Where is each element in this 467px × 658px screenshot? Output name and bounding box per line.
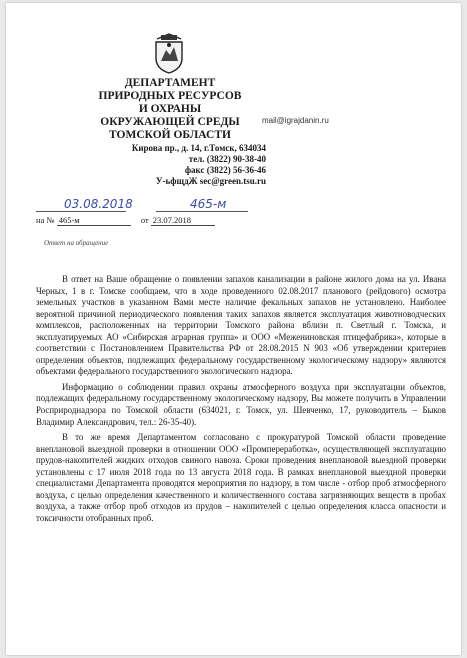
phone-text: тел. (3822) 90-38-40 [188,154,266,164]
letter-page [6,3,461,655]
registration-prefix: на № [36,215,55,225]
coat-of-arms-icon [149,31,189,75]
body-paragraph: В то же время Департаментом согласовано с прокуратурой Томской области проведение внеплановой выездной проверки в отношении ООО «Промпереработка», осуществляющей эксплуатацию прудов-накопителей жидких отходов свиного навоза. Сроки проведения внеплановой выездной проверки установлены с 17 июля 2018 года по 13 августа 2018 года. В рамках внеплановой выездной проверки специалистами Департамента проводятся мероприятия по надзору, в том числе - отбор проб атмосферного воздуха, с целью определения качественного и количественного состава загрязняющих веществ в пробах воздуха, а также отбор проб отходов из прудов – накопителей с целью определения класса опасности и токсичности отобранных проб. [36,432,446,523]
email-text: У-ьфщдЖ sec@green.tsu.ru [155,176,266,186]
registration-date: 23.07.2018 [151,215,215,226]
handwritten-date: 03.08.2018 [64,197,133,211]
org-line: ТОМСКОЙ ОБЛАСТИ [109,129,231,141]
org-line: ОКРУЖАЮЩЕЙ СРЕДЫ [100,116,240,128]
handwritten-number: 465-м [190,197,227,211]
date-line [36,211,126,212]
contact-block [76,143,266,187]
body-paragraph: Информацию о соблюдении правил охраны атмосферного воздуха при эксплуатации объектов, подлежащих федеральному государственному экологическому надзору, Вы можете получить в Управлении Росприроднадзора по Томской области (634021, г. Томск, ул. Шевченко, 17, руководитель – Быков Владимир Александрович, тел.: 26-35-40). [36,381,446,427]
letter-body [36,274,446,528]
org-line: ДЕПАРТАМЕНТ [124,77,216,89]
body-paragraph: В ответ на Ваше обращение о появлении запахов канализации в районе жилого дома на ул. Ивана Черных, 1 в г. Томске сообщаем, что в ходе проведенного 02.08.2017 планового (рейдового) осмотра земельных участков в указанном Вами месте наличие фекальных запахов не установлено. Наиболее вероятной причиной периодического появления таких запахов является эксплуатация животноводческих комплексов, расположенных на территории Томского района вблизи п. Светлый г. Томска, и эксплуатируемых АО «Сибирская аграрная группа» и ООО «Межениновская птицефабрика», которые в соответствии с Постановлением Правительства РФ от 28.08.2015 N 903 «Об утверждении критериев определения объектов, подлежащих федеральному государственному экологическому надзору» являются объектами федерального государственного экологического надзора. [36,274,446,377]
reply-note: Ответ на обращение [44,239,109,247]
fax-text: факс (3822) 56-36-46 [184,165,266,175]
registration-from-label: от [140,215,149,225]
organization-name [76,77,264,142]
registration-line [36,215,215,226]
recipient-email: mail@igrajdanin.ru [262,116,329,125]
org-line: И ОХРАНЫ [138,103,202,115]
address-text: Кирова пр., д. 14, г.Томск, 634034 [131,143,266,153]
number-line [156,211,248,212]
registration-number: 465-м [57,215,131,226]
org-line: ПРИРОДНЫХ РЕСУРСОВ [98,90,242,102]
